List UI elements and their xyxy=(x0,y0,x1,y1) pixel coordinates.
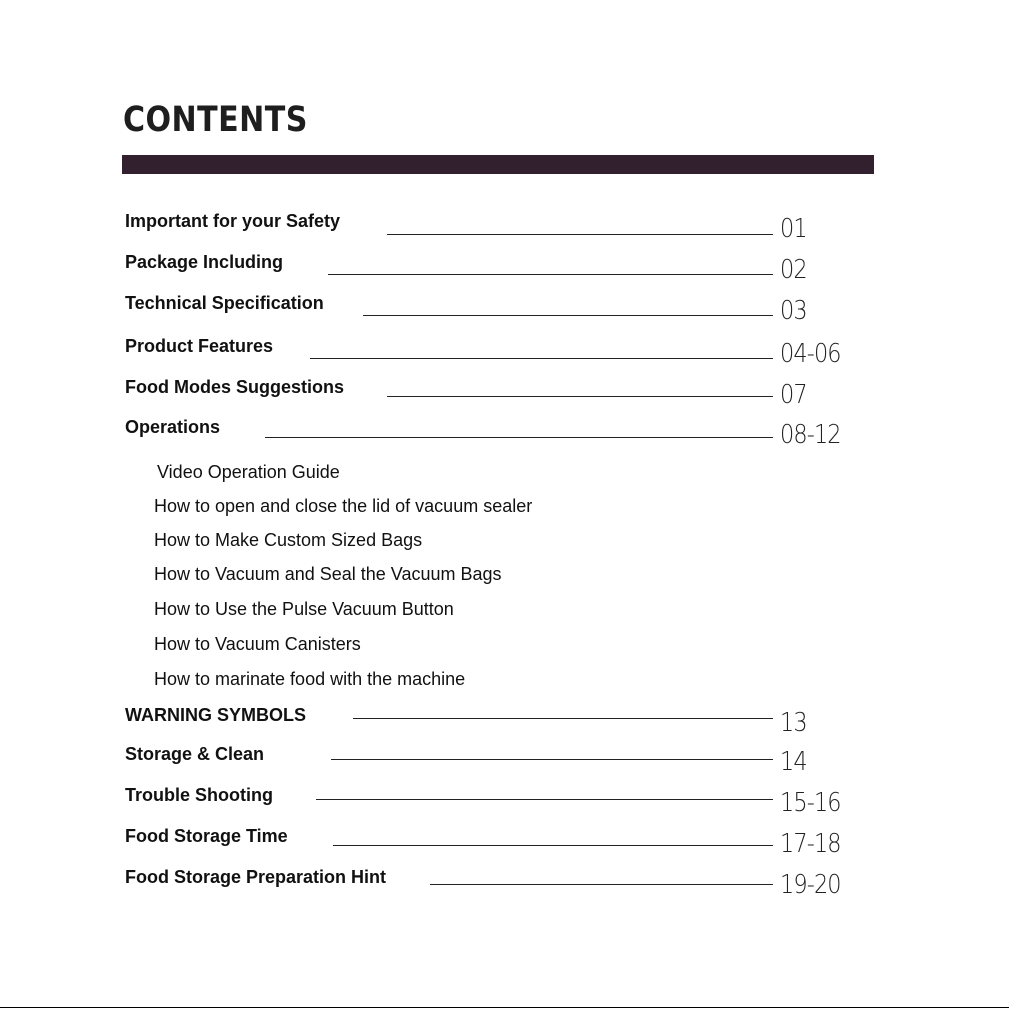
toc-page-number: 07 xyxy=(780,380,807,410)
page-title: CONTENTS xyxy=(123,100,308,140)
toc-entry xyxy=(0,333,1009,373)
toc-page-number: 19-20 xyxy=(780,870,841,900)
toc-entry xyxy=(0,741,1009,781)
toc-entry xyxy=(0,823,1009,863)
toc-page-number: 14 xyxy=(780,747,807,777)
toc-page-number: 01 xyxy=(780,214,807,244)
toc-entry xyxy=(0,414,1009,454)
toc-entry-label: Storage & Clean xyxy=(125,744,265,764)
toc-leader-line xyxy=(387,396,773,397)
toc-leader-line xyxy=(310,358,773,359)
toc-leader-line xyxy=(333,845,773,846)
toc-leader-line xyxy=(316,799,773,800)
page-bottom-border xyxy=(0,1007,1009,1008)
title-divider-bar xyxy=(122,155,874,174)
toc-page-number: 13 xyxy=(780,708,807,738)
toc-page-number: 03 xyxy=(780,296,807,326)
toc-entry xyxy=(0,208,1009,248)
toc-entry-label: Product Features xyxy=(125,336,274,356)
operations-subitem: How to Vacuum and Seal the Vacuum Bags xyxy=(154,564,502,584)
toc-entry xyxy=(0,290,1009,330)
toc-leader-line xyxy=(331,759,773,760)
toc-entry-label: Operations xyxy=(125,417,221,437)
operations-subitem: How to marinate food with the machine xyxy=(154,669,466,689)
toc-page-number: 08-12 xyxy=(780,420,841,450)
operations-subitem: How to Make Custom Sized Bags xyxy=(154,530,423,550)
toc-entry-label: Food Modes Suggestions xyxy=(125,377,344,397)
toc-entry-label: WARNING SYMBOLS xyxy=(125,705,307,725)
toc-leader-line xyxy=(387,234,773,235)
toc-entry-label: Trouble Shooting xyxy=(125,785,273,805)
toc-leader-line xyxy=(265,437,773,438)
toc-leader-line xyxy=(363,315,773,316)
operations-subitem: Video Operation Guide xyxy=(157,462,340,482)
toc-page-number: 17-18 xyxy=(780,829,841,859)
toc-entry xyxy=(0,782,1009,822)
toc-entry-label: Package Including xyxy=(125,252,284,272)
operations-subitem: How to open and close the lid of vacuum sealer xyxy=(154,496,533,516)
toc-leader-line xyxy=(328,274,773,275)
toc-entry xyxy=(0,702,1009,742)
toc-entry-label: Technical Specification xyxy=(125,293,324,313)
toc-page-number: 04-06 xyxy=(780,339,841,369)
toc-leader-line xyxy=(430,884,773,885)
toc-entry-label: Food Storage Time xyxy=(125,826,288,846)
toc-entry xyxy=(0,864,1009,904)
operations-subitem: How to Use the Pulse Vacuum Button xyxy=(154,599,454,619)
toc-page-number: 02 xyxy=(780,255,807,285)
toc-entry xyxy=(0,374,1009,414)
toc-page-number: 15-16 xyxy=(780,788,841,818)
operations-subitem: How to Vacuum Canisters xyxy=(154,634,361,654)
toc-entry-label: Important for your Safety xyxy=(125,211,341,231)
toc-entry-label: Food Storage Preparation Hint xyxy=(125,867,387,887)
toc-entry xyxy=(0,249,1009,289)
toc-leader-line xyxy=(353,718,773,719)
